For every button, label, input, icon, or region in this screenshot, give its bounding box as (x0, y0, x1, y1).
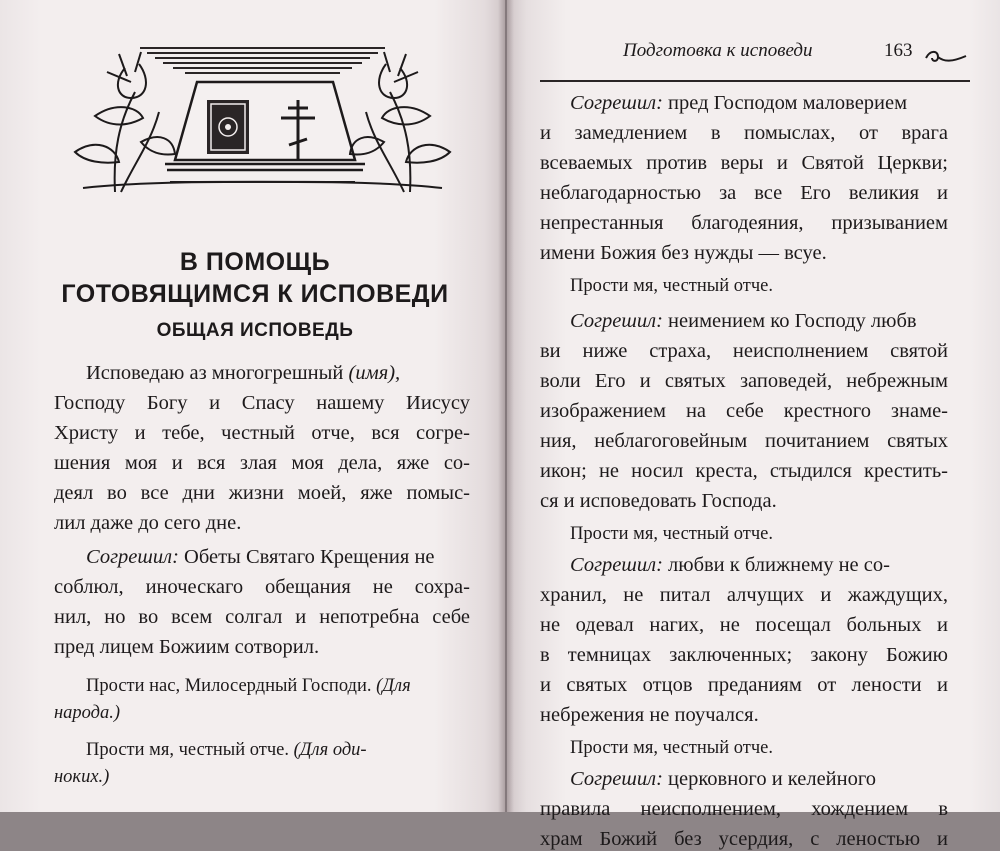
sin-line: неблагодарностью за все Его великия и (540, 182, 948, 204)
sin-line: имени Божия без нужды — всуе. (540, 242, 827, 264)
confession-text: Исповедаю аз многогрешный (86, 362, 344, 384)
confession-line: лил даже до сего дне. (54, 512, 242, 534)
prayer-people-text: Прости нас, Милосердный Господи. (86, 676, 372, 696)
chapter-title-line-2: ГОТОВЯЩИМСЯ К ИСПОВЕДИ (61, 280, 449, 308)
sin-line: небрежения не поучался. (540, 704, 759, 726)
book-gutter (498, 0, 514, 812)
flourish-icon (922, 46, 968, 66)
sin-line: ния, неблагоговейным почитанием святых (540, 430, 948, 452)
prayer-for-single-cont (54, 767, 109, 788)
sin-line (86, 546, 435, 569)
response-line: Прости мя, честный отче. (570, 738, 773, 758)
prayer-people-note: (Для (376, 676, 411, 696)
sin-line (570, 768, 876, 791)
sin-line: непрестанныя благодеяния, призыванием (540, 212, 948, 234)
sin-line: хранил, не питал алчущих и жаждущих, (540, 584, 948, 606)
sin-label: Согрешил: (570, 310, 663, 332)
response-line: Прости мя, честный отче. (570, 276, 773, 296)
prayer-for-people-cont (54, 703, 120, 724)
sin-line: икон; не носил креста, стыдился крестить- (540, 460, 948, 482)
sin-line: всеваемых против веры и Святой Церкви; (540, 152, 948, 174)
sin-line: соблюл, иноческаго обещания не сохра- (54, 576, 470, 598)
sin-line: правила неисполнением, хождением в (540, 798, 948, 820)
sin-line: не одевал нагих, не посещал больных и (540, 614, 948, 636)
sin-label: Согрешил: (570, 92, 663, 114)
sin-line (570, 92, 907, 115)
page-number: 163 (884, 40, 913, 61)
sin-line: ся и исповедовать Господа. (540, 490, 777, 512)
sin-text: Обеты Святаго Крещения не (184, 546, 435, 568)
prayer-single-text: Прости мя, честный отче. (86, 740, 289, 760)
prayer-people-note-cont: народа.) (54, 703, 121, 723)
sin-text: пред Господом маловерием (668, 92, 908, 114)
sin-line: пред лицем Божиим сотворил. (54, 636, 320, 658)
sin-line (570, 554, 890, 577)
sin-line: в темницах заключенных; закону Божию (540, 644, 948, 666)
confession-line: Господу Богу и Спасу нашему Иисусу (54, 392, 470, 414)
sin-label: Согрешил: (570, 768, 663, 790)
section-subtitle: ОБЩАЯ ИСПОВЕДЬ (156, 320, 354, 341)
sin-line: ви ниже страха, неисполнением святой (540, 340, 948, 362)
sin-line: воли Его и святых заповедей, небрежным (540, 370, 948, 392)
prayer-single-note-cont: ноких.) (54, 767, 110, 787)
name-note: (имя), (348, 362, 401, 384)
lectern-lily-ornament (55, 42, 470, 200)
confession-line: Христу и тебе, честный отче, вся согре- (54, 422, 470, 444)
sin-label: Согрешил: (570, 554, 663, 576)
sin-line: изображением на себе крестного знаме- (540, 400, 948, 422)
confession-line: шения моя и вся злая моя дела, яже со- (54, 452, 470, 474)
chapter-title-line-1: В ПОМОЩЬ (179, 248, 331, 276)
lectern-icon (165, 82, 365, 170)
confession-line (86, 362, 400, 385)
sin-label: Согрешил: (86, 546, 179, 568)
running-head: Подготовка к исповеди (623, 40, 813, 61)
response-line: Прости мя, честный отче. (570, 524, 773, 544)
sin-text: церковного и келейного (668, 768, 877, 790)
sin-text: любви к ближнему не со- (668, 554, 890, 576)
prayer-for-single (86, 740, 367, 761)
book-icon (207, 100, 249, 154)
prayer-single-note: (Для оди- (293, 740, 367, 760)
left-page (0, 0, 505, 812)
sin-line: храм Божий без усердия, с леностью и (540, 828, 948, 850)
rays-icon (140, 48, 385, 73)
confession-line: деял во все дни жизни моей, яже помыс- (54, 482, 470, 504)
header-rule (540, 80, 970, 82)
sin-line: нил, но во всем солгал и непотребна себе (54, 606, 470, 628)
sin-text: неимением ко Господу любв (668, 310, 917, 332)
sin-line: и святых отцов преданиям от лености и (540, 674, 948, 696)
sin-line (570, 310, 917, 333)
sin-line: и замедлением в помыслах, от врага (540, 122, 948, 144)
prayer-for-people (86, 676, 411, 697)
